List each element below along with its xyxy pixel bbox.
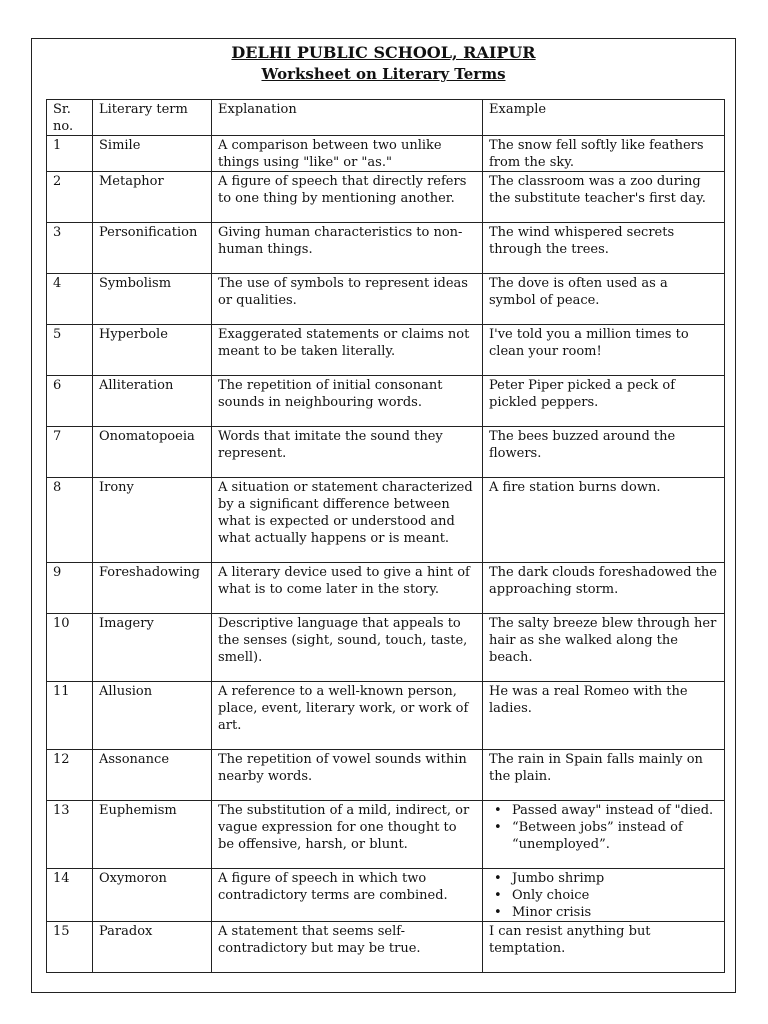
cell-example: Peter Piper picked a peck of pickled peppers. (483, 376, 725, 427)
cell-no: 11 (47, 682, 93, 750)
cell-term: Personification (93, 223, 212, 274)
cell-explanation: The repetition of vowel sounds within nearby words. (212, 750, 483, 801)
cell-example: The wind whispered secrets through the trees. (483, 223, 725, 274)
cell-term: Imagery (93, 614, 212, 682)
example-bullet-list (489, 802, 718, 853)
cell-example: A fire station burns down. (483, 478, 725, 563)
column-header-example: Example (483, 100, 725, 136)
cell-example (483, 869, 725, 922)
cell-no: 3 (47, 223, 93, 274)
cell-no: 7 (47, 427, 93, 478)
cell-term: Onomatopoeia (93, 427, 212, 478)
column-header-explanation: Explanation (212, 100, 483, 136)
cell-no: 12 (47, 750, 93, 801)
cell-example: The bees buzzed around the flowers. (483, 427, 725, 478)
cell-explanation: Descriptive language that appeals to the senses (sight, sound, touch, taste, smell). (212, 614, 483, 682)
cell-explanation: A comparison between two unlike things using "like" or "as." (212, 136, 483, 172)
cell-explanation: Exaggerated statements or claims not meant to be taken literally. (212, 325, 483, 376)
school-title: DELHI PUBLIC SCHOOL, RAIPUR (231, 43, 536, 62)
example-bullet-item: • Only choice (512, 887, 718, 904)
cell-term: Hyperbole (93, 325, 212, 376)
cell-no: 9 (47, 563, 93, 614)
table-row (47, 376, 725, 427)
cell-explanation: A statement that seems self-contradictory but may be true. (212, 922, 483, 973)
cell-explanation: A literary device used to give a hint of what is to come later in the story. (212, 563, 483, 614)
cell-explanation: A situation or statement characterized by a significant difference between what is expected or understood and what actually happens or is meant. (212, 478, 483, 563)
cell-term: Allusion (93, 682, 212, 750)
table-row (47, 563, 725, 614)
cell-no: 6 (47, 376, 93, 427)
cell-no: 2 (47, 172, 93, 223)
table-row (47, 478, 725, 563)
table-row (47, 922, 725, 973)
cell-no: 15 (47, 922, 93, 973)
cell-explanation: The use of symbols to represent ideas or qualities. (212, 274, 483, 325)
table-row (47, 682, 725, 750)
example-bullet-item: • Jumbo shrimp (512, 870, 718, 887)
cell-example: The classroom was a zoo during the substitute teacher's first day. (483, 172, 725, 223)
example-bullet-list (489, 870, 718, 921)
cell-explanation: A figure of speech in which two contradictory terms are combined. (212, 869, 483, 922)
cell-no: 1 (47, 136, 93, 172)
table-row (47, 172, 725, 223)
cell-term: Simile (93, 136, 212, 172)
cell-term: Irony (93, 478, 212, 563)
cell-explanation: A reference to a well-known person, place, event, literary work, or work of art. (212, 682, 483, 750)
cell-explanation: A figure of speech that directly refers to one thing by mentioning another. (212, 172, 483, 223)
cell-no: 8 (47, 478, 93, 563)
example-bullet-item: • Passed away" instead of "died. (512, 802, 718, 819)
cell-term: Alliteration (93, 376, 212, 427)
table-row (47, 614, 725, 682)
example-bullet-item: • “Between jobs” instead of “unemployed”. (512, 819, 718, 853)
cell-example: The snow fell softly like feathers from the sky. (483, 136, 725, 172)
cell-no: 14 (47, 869, 93, 922)
cell-term: Symbolism (93, 274, 212, 325)
cell-no: 13 (47, 801, 93, 869)
cell-example: The rain in Spain falls mainly on the plain. (483, 750, 725, 801)
cell-term: Foreshadowing (93, 563, 212, 614)
cell-no: 4 (47, 274, 93, 325)
cell-example: I can resist anything but temptation. (483, 922, 725, 973)
cell-explanation: Giving human characteristics to non-human things. (212, 223, 483, 274)
worksheet-title: Worksheet on Literary Terms (261, 65, 506, 83)
table-row (47, 427, 725, 478)
cell-term: Euphemism (93, 801, 212, 869)
cell-term: Assonance (93, 750, 212, 801)
cell-example: The dark clouds foreshadowed the approaching storm. (483, 563, 725, 614)
cell-no: 5 (47, 325, 93, 376)
table-row (47, 750, 725, 801)
table-row (47, 223, 725, 274)
cell-term: Paradox (93, 922, 212, 973)
cell-example (483, 801, 725, 869)
example-bullet-item: • Minor crisis (512, 904, 718, 921)
column-header-literary-term: Literary term (93, 100, 212, 136)
literary-terms-table (46, 99, 725, 973)
cell-example: The dove is often used as a symbol of peace. (483, 274, 725, 325)
cell-term: Oxymoron (93, 869, 212, 922)
table-row (47, 274, 725, 325)
table-row (47, 801, 725, 869)
cell-explanation: Words that imitate the sound they represent. (212, 427, 483, 478)
table-header-row (47, 100, 725, 136)
cell-explanation: The substitution of a mild, indirect, or vague expression for one thought to be offensive, harsh, or blunt. (212, 801, 483, 869)
table-row (47, 325, 725, 376)
cell-explanation: The repetition of initial consonant sounds in neighbouring words. (212, 376, 483, 427)
column-header-sr-no: Sr. no. (47, 100, 93, 136)
cell-no: 10 (47, 614, 93, 682)
table-row (47, 136, 725, 172)
cell-example: He was a real Romeo with the ladies. (483, 682, 725, 750)
table-row (47, 869, 725, 922)
cell-example: The salty breeze blew through her hair as she walked along the beach. (483, 614, 725, 682)
cell-term: Metaphor (93, 172, 212, 223)
cell-example: I've told you a million times to clean your room! (483, 325, 725, 376)
